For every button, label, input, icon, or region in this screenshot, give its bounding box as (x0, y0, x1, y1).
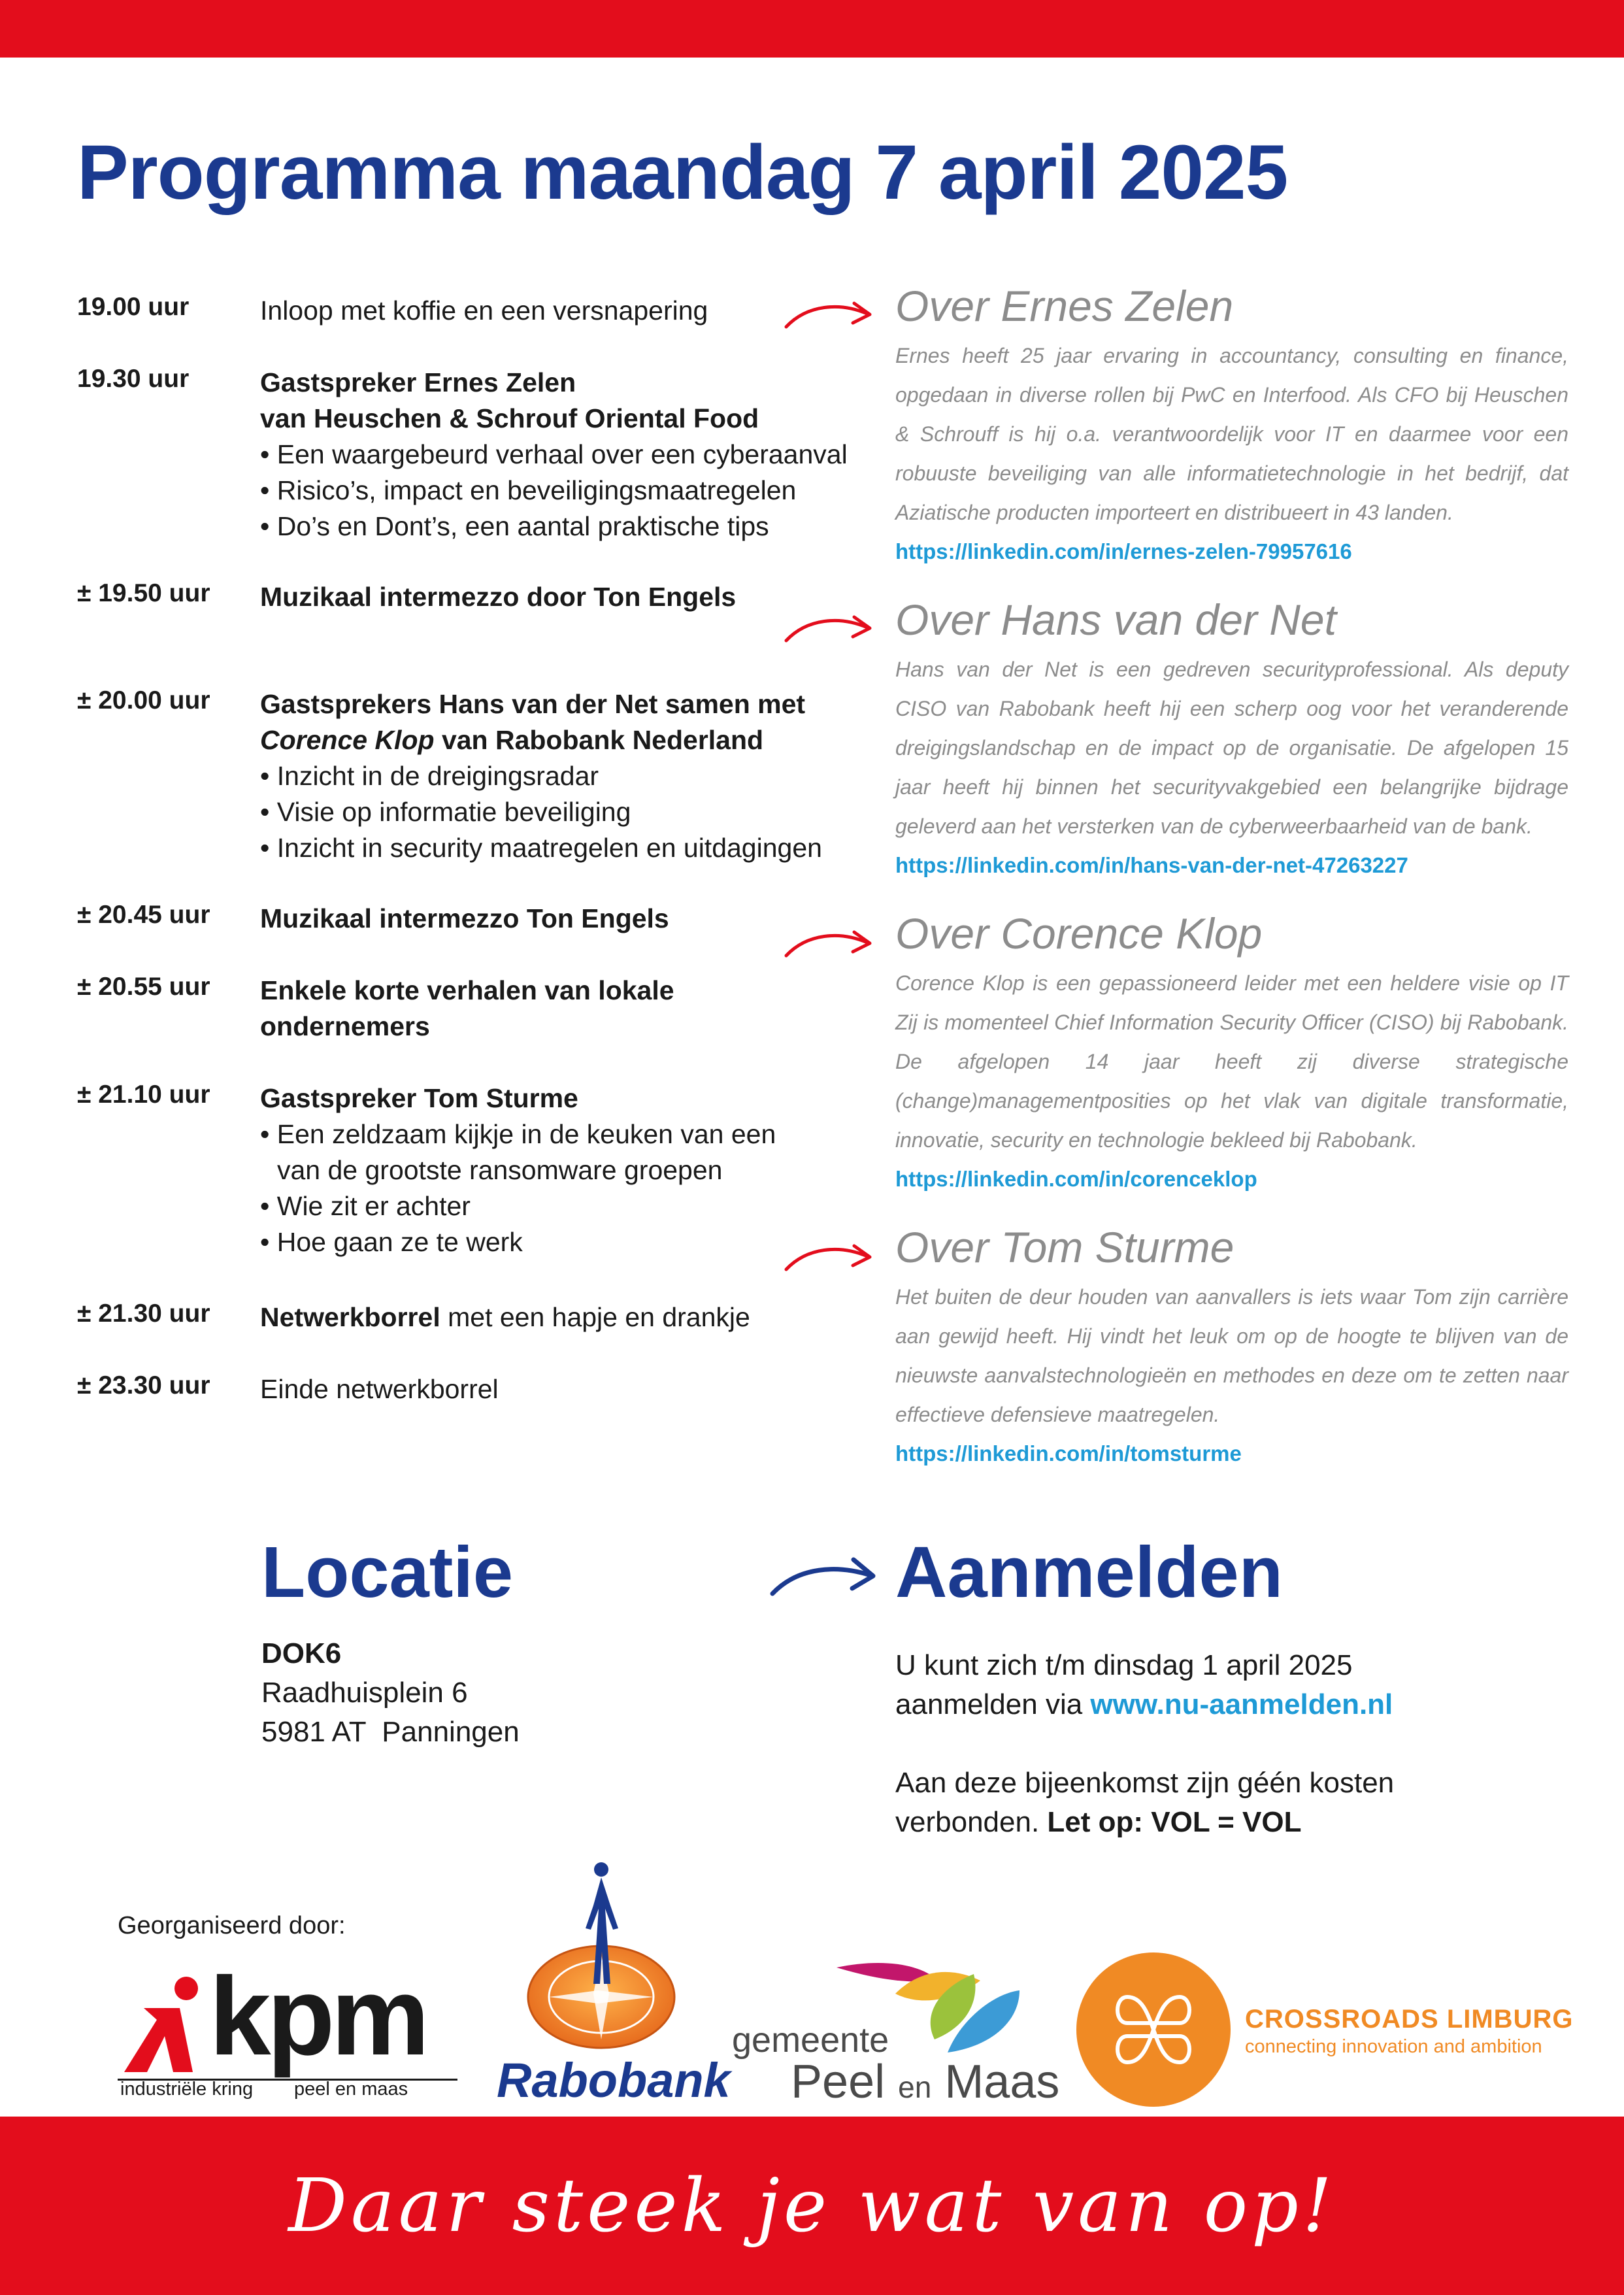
top-red-bar (0, 0, 1624, 58)
bio-ernes-zelen (895, 280, 1568, 571)
bio-heading: Over Ernes Zelen (895, 282, 1234, 330)
register-line: verbonden. (895, 1806, 1048, 1838)
program-line: Gastsprekers Hans van der Net samen met (260, 689, 806, 719)
rabobank-emblem-icon (523, 1856, 680, 2052)
program-line: van de grootste ransomware groepen (277, 1155, 723, 1185)
peel-en-maas-small: gemeente (732, 2020, 889, 2060)
program-line: Muzikaal intermezzo door Ton Engels (260, 582, 737, 612)
bio-linkedin-link[interactable]: https://linkedin.com/in/corenceklop (895, 1167, 1257, 1191)
bio-text: Het buiten de deur houden van aanvallers is iets waar Tom zijn carrière aan gewijd heeft. Hij vindt het leuk om op de hoogte te blijven van de nieuwste aanvalstechnologieën en methodes en deze om te zetten naar effectieve defensieve maatregelen. (895, 1285, 1568, 1426)
rabobank-wordmark: Rabobank (497, 2053, 731, 2107)
program-line: • Een waargebeurd verhaal over een cyberaanval (260, 439, 848, 469)
bio-hans-van-der-net (895, 594, 1568, 885)
program-line: • Inzicht in de dreigingsradar (260, 761, 599, 791)
program-line: • Risico’s, impact en beveiligingsmaatregelen (260, 475, 797, 505)
red-arrow-icon (781, 922, 879, 967)
program-line: Gastspreker Ernes Zelen (260, 367, 576, 397)
register-line: aanmelden via (895, 1688, 1091, 1720)
peel-en-maas-wordmark (791, 2056, 1059, 2113)
en-word: en (898, 2070, 932, 2104)
bio-text: Ernes heeft 25 jaar ervaring in accountancy, consulting en finance, opgedaan in diverse rollen bij PwC en Interfood. Als CFO bij Heuschen & Schrouff is hij o.a. verantwoordelijk voor IT en daarmee voor een robuuste beveiliging van alle informatietechnologie in het bedrijf, dat Aziatische producten importeert en distribueert in 43 landen. (895, 344, 1568, 524)
bio-corence-klop (895, 907, 1568, 1199)
program-time: ± 20.55 uur (77, 973, 210, 1001)
peel-en-maas-logo (732, 1954, 1072, 2111)
program-line: Enkele korte verhalen van lokale (260, 975, 674, 1005)
bio-text: Hans van der Net is een gedreven securityprofessional. Als deputy CISO van Rabobank heeft hij een scherp oog voor het veranderende dreigingslandschap en de impact op de organisatie. De afgelopen 15 jaar heeft hij binnen het securityvakgebied een belangrijke bijdrage geleverd aan het versterken van de cyberweerbaarheid van de bank. (895, 658, 1568, 838)
program-time: ± 19.50 uur (77, 579, 210, 607)
ikpm-caption-right: peel en maas (294, 2079, 408, 2100)
ikpm-logo (118, 1954, 457, 2105)
bio-heading: Over Corence Klop (895, 909, 1263, 958)
ikpm-figure-icon (118, 1974, 216, 2079)
program-desc (260, 1371, 946, 1407)
program-time: 19.30 uur (77, 365, 190, 393)
venue-city: 5981 AT Panningen (261, 1716, 520, 1748)
location-heading: Locatie (261, 1532, 514, 1613)
program-line: van Heuschen & Schrouf Oriental Food (260, 403, 759, 433)
program-time: ± 23.30 uur (77, 1371, 210, 1399)
maas-word: Maas (944, 2056, 1060, 2108)
bio-heading: Over Hans van der Net (895, 595, 1336, 644)
program-desc (260, 686, 946, 866)
bio-linkedin-link[interactable]: https://linkedin.com/in/hans-van-der-net-47263227 (895, 853, 1408, 877)
program-time: ± 21.10 uur (77, 1080, 210, 1109)
crossroads-limburg-logo (1075, 1951, 1598, 2108)
register-line: Aan deze bijeenkomst zijn géén kosten (895, 1767, 1395, 1799)
ikpm-wordmark: kpm (209, 1954, 426, 2079)
location-address (261, 1634, 520, 1752)
speaker-name-italic: Corence Klop (260, 725, 435, 755)
program-line-tail: met een hapje en drankje (440, 1302, 750, 1332)
program-time: ± 20.45 uur (77, 901, 210, 929)
page-title: Programma maandag 7 april 2025 (77, 129, 1288, 216)
program-desc (260, 1299, 946, 1335)
program-time: ± 21.30 uur (77, 1299, 210, 1328)
program-line: Muzikaal intermezzo Ton Engels (260, 903, 669, 933)
program-line: • Hoe gaan ze te werk (260, 1227, 523, 1257)
program-line: Inloop met koffie en een versnapering (260, 295, 708, 326)
bio-tom-sturme (895, 1221, 1568, 1473)
program-line: Einde netwerkborrel (260, 1374, 499, 1404)
ikpm-caption-left: industriële kring (120, 2079, 254, 2100)
program-line-tail: van Rabobank Nederland (434, 725, 764, 755)
organised-by-label: Georganiseerd door: (118, 1912, 346, 1939)
crossroads-wordmark: CROSSROADS LIMBURG (1245, 2005, 1574, 2034)
program-line: • Wie zit er achter (260, 1191, 471, 1221)
program-line: • Een zeldzaam kijkje in de keuken van een (260, 1119, 776, 1149)
program-desc (260, 973, 946, 1045)
register-warning: Let op: VOL = VOL (1047, 1806, 1302, 1838)
red-arrow-icon (781, 293, 879, 339)
bio-linkedin-link[interactable]: https://linkedin.com/in/ernes-zelen-79957616 (895, 539, 1352, 563)
program-time: ± 20.00 uur (77, 686, 210, 714)
bio-heading: Over Tom Sturme (895, 1223, 1235, 1271)
register-line: U kunt zich t/m dinsdag 1 april 2025 (895, 1649, 1353, 1681)
program-line: • Do’s en Dont’s, een aantal praktische tips (260, 511, 769, 541)
program-line-bold: Netwerkborrel (260, 1302, 440, 1332)
register-link[interactable]: www.nu-aanmelden.nl (1090, 1688, 1393, 1720)
crossroads-tagline: connecting innovation and ambition (1245, 2036, 1542, 2057)
rabobank-logo (497, 1856, 731, 2111)
register-info (895, 1646, 1394, 1842)
red-arrow-icon (781, 1235, 879, 1281)
register-heading: Aanmelden (895, 1532, 1283, 1613)
program-line: • Inzicht in security maatregelen en uitdagingen (260, 833, 822, 863)
blue-arrow-icon (766, 1548, 884, 1607)
slogan: Daar steek je wat van op! (288, 2163, 1336, 2249)
program-line: • Visie op informatie beveiliging (260, 797, 631, 827)
program-desc (260, 1080, 946, 1260)
bio-text: Corence Klop is een gepassioneerd leider met een heldere visie op IT Zij is momenteel Chief Information Security Officer (CISO) bij Rabobank. De afgelopen 14 jaar heeft zij diverse strategische (change)managementposities op het vlak van digitale transformatie, innovatie, security en technologie bekleed bij Rabobank. (895, 971, 1568, 1152)
venue-name: DOK6 (261, 1637, 342, 1669)
bio-linkedin-link[interactable]: https://linkedin.com/in/tomsturme (895, 1441, 1242, 1466)
program-desc (260, 365, 946, 544)
program-line: ondernemers (260, 1011, 430, 1041)
program-line: Gastspreker Tom Sturme (260, 1083, 578, 1113)
peel-word: Peel (791, 2056, 886, 2108)
venue-street: Raadhuisplein 6 (261, 1677, 468, 1709)
crossroads-emblem-icon (1075, 1951, 1232, 2108)
program-time: 19.00 uur (77, 293, 190, 321)
red-arrow-icon (781, 607, 879, 652)
